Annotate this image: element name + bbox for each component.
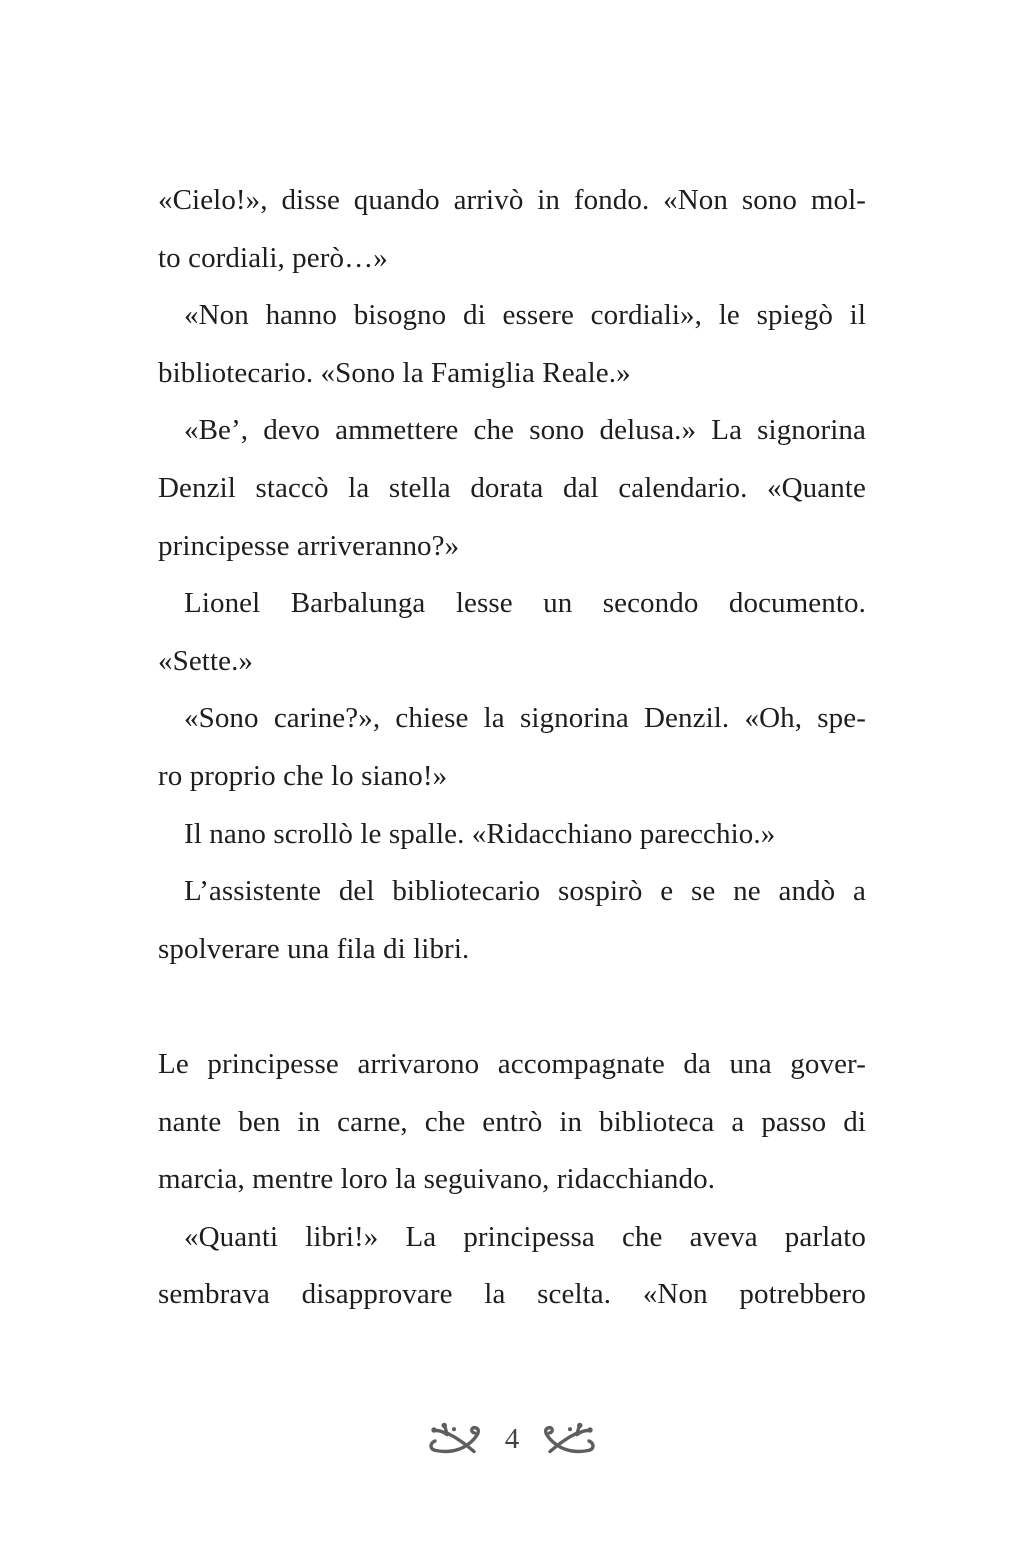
fleuron-right-icon — [537, 1422, 597, 1456]
text-line: «Sette.» — [158, 644, 254, 677]
text-line: nante ben in carne, che entrò in biblioteca a passo di — [158, 1105, 866, 1138]
page-text — [158, 172, 866, 1324]
text-line: «Be’, devo ammettere che sono delusa.» La signorina — [184, 414, 866, 447]
text-line: Denzil staccò la stella dorata dal calendario. «Quante — [158, 471, 866, 504]
text-line: marcia, mentre loro la seguivano, ridacchiando. — [158, 1163, 716, 1196]
text-line: sembrava disapprovare la scelta. «Non potrebbero — [158, 1278, 866, 1311]
text-line: Le principesse arrivarono accompagnate da una gover- — [158, 1047, 866, 1080]
fleuron-left-icon — [427, 1422, 487, 1456]
text-line: L’assistente del bibliotecario sospirò e se ne andò a — [184, 875, 866, 908]
text-line: «Non hanno bisogno di essere cordiali», le spiegò il — [184, 299, 866, 332]
text-line: Il nano scrollò le spalle. «Ridacchiano parecchio.» — [184, 817, 776, 850]
text-line: to cordiali, però…» — [158, 241, 388, 274]
text-line: «Quanti libri!» La principessa che aveva parlato — [184, 1220, 866, 1253]
page-footer — [0, 1422, 1024, 1456]
text-line: principesse arriveranno?» — [158, 529, 460, 562]
text-line: Lionel Barbalunga lesse un secondo documento. — [184, 587, 866, 620]
page-number: 4 — [504, 1423, 520, 1455]
text-line: ro proprio che lo siano!» — [158, 759, 448, 792]
text-line: bibliotecario. «Sono la Famiglia Reale.» — [158, 356, 631, 389]
text-line: spolverare una fila di libri. — [158, 932, 470, 965]
text-line: «Cielo!», disse quando arrivò in fondo. «Non sono mol- — [158, 184, 866, 216]
text-line: «Sono carine?», chiese la signorina Denzil. «Oh, spe- — [184, 702, 866, 735]
